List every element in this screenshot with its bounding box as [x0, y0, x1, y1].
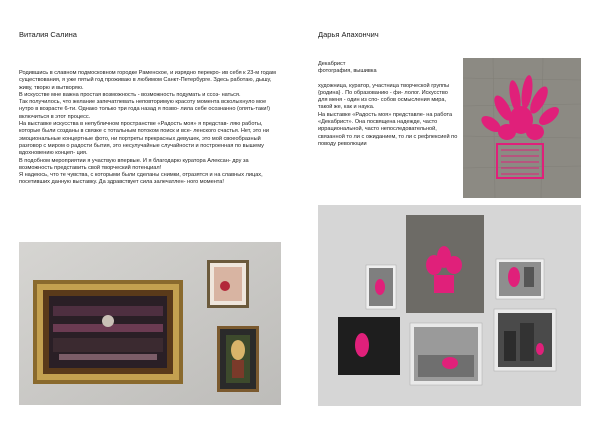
author-name: Дарья Апахончич [318, 30, 379, 39]
right-page [300, 0, 600, 424]
collage-photo [318, 205, 581, 406]
statement-paragraph: На выставке искусства в непубличном пространстве «Радость моя» я представ- ляю работы, которые были созданы в связке с тотальным потоком поиск и все- ленского счастья. Нет, это ни эмоциональные концертные фото, ни портреты прекрасных девушек, это мой своеобразный разговор с миром о радости бытия, это несулучайные случайности и построенная по вышему вдохновению концеп- ция. [19, 121, 269, 157]
author-name: Виталия Салина [19, 30, 77, 39]
statement-paragraph: Родившись в славном подмосковном городке Раменское, и изрядно перекро- ив себя к 23-м годам существования, я уже пятый год проживаю в любимом Санкт-Петербурге. Здесь работаю, дышу, живу, творю и вытворяю. [19, 70, 276, 91]
spacer [318, 76, 458, 83]
work-medium: фотография, вышивка [318, 68, 377, 75]
work-title: Декабрист [318, 61, 346, 67]
embroidery-graphic [463, 58, 581, 198]
exhibition-photo-graphic [19, 242, 281, 405]
statement-paragraph: Так получилось, что желание запечатлевать неповторимую красоту момента всколыхнуло мое нутро в возрасте 6-ти. Однако только три года назад я позво- лила себе осознанно (опять-таки!) включиться в этот процесс. [19, 99, 270, 120]
artist-info [318, 61, 458, 148]
statement-paragraph: Я надеюсь, что те чувства, с которыми были сделаны снимки, отразятся и на славных лицах, посетивших данную выставку. Да здравствует сила залечатлен- ного момента! [19, 172, 263, 186]
exhibit-description: На выставке «Радость моя» представле- на работа «Декабрист». Она посвящена надежде, часто иррациональной, часто непоследовательной, связанной то ли с ожиданием, то ли с рефлексией по поводу революции [318, 111, 458, 147]
statement-paragraph: В подобном мероприятии я участвую впервые. И я благодарю куратора Алексан- дру за возможность представить свой творческий потенциал! [19, 157, 249, 171]
statement-paragraph: В искусстве мне важна простая возможность - возможность подумать и ссоз- наться. [19, 91, 241, 98]
exhibition-photo [19, 242, 281, 405]
artist-statement [19, 70, 277, 187]
collage-graphic [318, 205, 581, 406]
embroidery-photo [463, 58, 581, 198]
artist-bio: художница, куратор, участница творческой группы {родина} . По образованию - фи- лолог. Искусство для меня - один из спо- собов осмысления мира, такой же, как и наука. [318, 82, 450, 111]
